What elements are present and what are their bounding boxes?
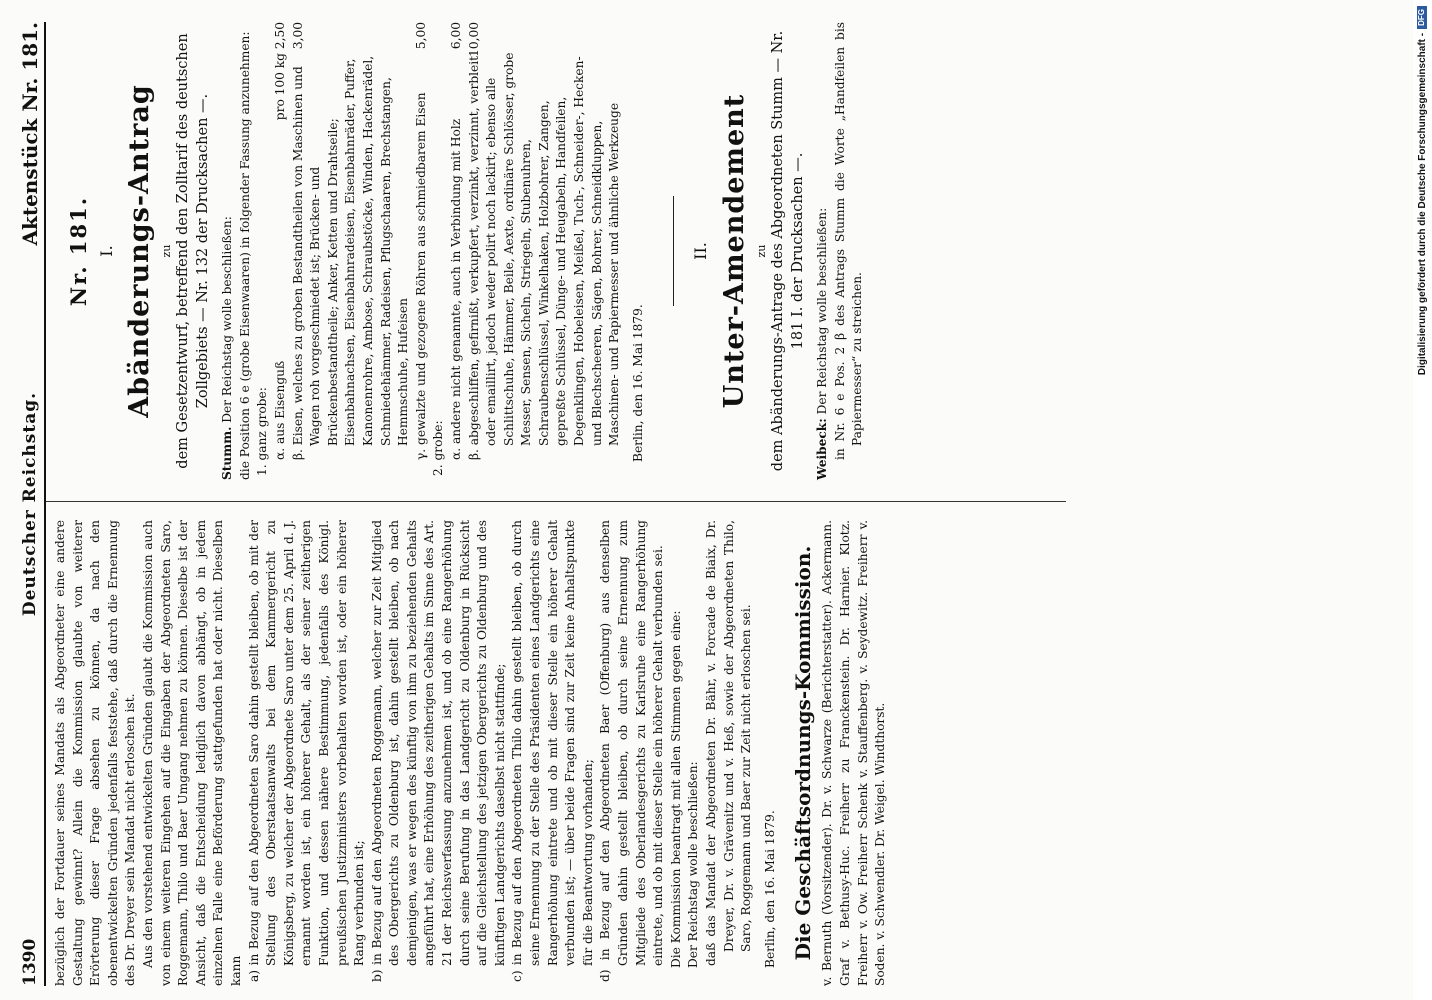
tariff-line-d	[448, 22, 466, 480]
tariff-text: β. abgeschliffen, gefirnißt, verkupfert, verzinkt, verzinnt, verbleit oder emaillirt, jedoch weder polirt noch lackirt; ebenso alle Schlittschuhe, Hämmer, Beile, Aexte, ordinäre Schlösser, grobe Messer, Sensen, Sicheln, Striegeln, Stubenuhren, Schraubenschlüssel, Winkelhaken, Holzbohrer, Zangen, gepreßte Schlüssel, Dünge- und Heugabeln, Handfeilen, Degenklingen, Hobeleisen, Meißel, Tuch-, Schneider-, Hecken- und Blechscheeren, Sägen, Bohrer, Schneidkluppen, Maschinen- und Papiermesser und ähnliche Werkzeuge	[466, 52, 622, 460]
part-one-zu: zu	[160, 244, 174, 258]
item-text: in Bezug auf den Abgeordneten Baer (Offenburg) aus denselben Gründen dahin gestellt bleiben, ob durch seine Ernennung zum Mitgliede des Oberlandesgerichts zu Karlsruhe eine Rangerhöhung eintrete, und ob mit dieser Stelle ein höherer Gehalt verbunden sei.	[598, 519, 666, 966]
list-item-c	[509, 520, 597, 986]
mover-resolve: Der Reichstag wolle beschließen:	[220, 216, 235, 423]
tariff-amount: pro 100 kg 2,50	[272, 22, 287, 121]
tariff-line-c	[413, 22, 431, 480]
tariff-line-e	[466, 22, 624, 480]
item-marker: b)	[369, 969, 384, 982]
section-number: Nr. 181.	[66, 195, 91, 307]
column-divider	[46, 501, 1066, 502]
item-marker: d)	[598, 969, 613, 982]
group-one-label: 1. ganz grobe:	[255, 387, 270, 476]
tariff-line-a	[272, 22, 290, 480]
part-one-intro: die Position 6 e (grobe Eisenwaaren) in folgender Fassung anzunehmen:	[237, 31, 252, 480]
running-head	[8, 22, 46, 986]
credit-text: Digitalisierung gefördert durch die Deutsche Forschungsgemeinschaft -	[1417, 32, 1428, 376]
mover-name: Weibeck:	[815, 418, 830, 480]
list-item-d	[597, 520, 667, 986]
item-text: in Bezug auf den Abgeordneten Saro dahin gestellt bleiben, ob mit der Stellung des Oberstaatsanwalts bei dem Kammergericht zu Königsberg, zu welcher der Abgeordnete Saro unter dem 25. April d. J. ernannt worden ist, ein höherer Gehalt, als der seiner zeitherigen Funktion, und dessen nähere Bestimmung, jedenfalls des Königl. preußischen Justizministers vorbehalten worden ist, oder ein höherer Rang verbunden ist;	[246, 519, 367, 966]
commission-members: v. Bernuth (Vorsitzender). Dr. v. Schwarze (Berichterstatter). Ackermann. Graf v. Bethusy-Huc. Freiherr zu Franckenstein. Dr. Harnier. Klotz. Freiherr v. Ow. Freiherr Schenk v. Stauffenberg. v. Seydewitz. Freiherr v. Soden. v. Schwendler. Dr. Weigel. Windthorst.	[820, 520, 888, 986]
publication-title: Deutscher Reichstag.	[20, 391, 41, 617]
document-number: Aktenstück Nr. 181.	[18, 22, 43, 246]
tariff-text: α. aus Eisenguß	[272, 360, 287, 460]
conclusion-resolve: Der Reichstag wolle beschließen:	[686, 761, 701, 968]
tariff-text: γ. gewalzte und gezogene Röhren aus schmiedbarem Eisen	[413, 92, 428, 460]
tariff-line-b	[290, 22, 413, 480]
conclusion-text: daß das Mandat der Abgeordneten Dr. Bähr, v. Forcade de Biaix, Dr. Dreyer, Dr. v. Grävenitz und v. Heß, sowie der Abgeordneten Thilo, Saro, Roggemann und Baer zur Zeit nicht erloschen sei.	[703, 520, 754, 966]
tariff-text: α. andere nicht genannte, auch in Verbindung mit Holz	[448, 118, 463, 460]
item-text: in Bezug auf den Abgeordneten Thilo dahin gestellt bleiben, ob durch seine Ernennung zu der Stelle des Präsidenten eines Landgerichts eine Rangerhöhung eintrete und ob mit dieser Stelle ein höherer Gehalt verbunden ist; — über beide Fragen sind zur Zeit keine Anhaltspunkte für die Beantwortung vorhanden;	[510, 519, 595, 966]
list-item-a	[246, 520, 369, 986]
conclusion-intro: Die Kommission beantragt mit allen Stimmen gegen eine:	[668, 610, 683, 968]
part-two-mover	[814, 22, 832, 480]
dfg-logo: DFG	[1417, 6, 1427, 29]
part-two-roman: II.	[691, 242, 711, 260]
intro-paragraph-2: Aus den vorstehend entwickelten Gründen glaubt die Kommission auch von einem weiteren Eingehen auf die Eingaben der Abgeordneten Saro, Roggemann, Thilo und Baer Umgang nehmen zu können. Dieselbe ist der Ansicht, daß die Entscheidung lediglich davon abhängt, ob in jedem einzelnen Falle eine Beförderung stattgefunden hat oder nicht. Dieselben kann	[140, 520, 243, 986]
part-two-subject: dem Abänderungs-Antrage des Abgeordneten Stumm — Nr. 181 I. der Drucksachen —.	[770, 30, 807, 472]
tariff-amount: 3,00	[290, 22, 305, 50]
part-two-title: Unter-Amendement	[719, 93, 751, 409]
digitization-credit	[1413, 0, 1432, 1000]
part-one-date: Berlin, den 16. Mai 1879.	[630, 304, 645, 462]
tariff-text: β. Eisen, welches zu groben Bestandtheilen von Maschinen und Wagen roh vorgeschmiedet ist; Brücken- und Brückenbestandtheile; Anker, Ketten und Drahtseile; Eisenbahnachsen, Eisenbahnradeisen, Eisenbahnräder, Puffer, Kanonenrohre, Ambose, Schraubstöcke, Winden, Hackenrädel, Schmiedehämmer, Radeisen, Pflugschaaren, Brechstangen, Hemmschuhe, Hufeisen	[290, 55, 411, 460]
part-two-zu: zu	[755, 244, 769, 258]
item-marker: a)	[246, 969, 261, 982]
tariff-amount: 10,00	[466, 22, 481, 57]
group-two-label: 2. grobe:	[431, 420, 446, 476]
part-one-roman: I.	[96, 245, 116, 257]
tariff-amount: 6,00	[448, 22, 463, 50]
item-marker: c)	[510, 970, 525, 982]
signature-date: Berlin, den 16. Mai 1879.	[762, 810, 777, 968]
item-text: in Bezug auf den Abgeordneten Roggemann, welcher zur Zeit Mitglied des Obergerichts zu Oldenburg ist, dahin gestellt bleiben, ob nach demjenigen, was er wegen des künftig von ihm zu beziehenden Gehalts angeführt hat, eine Erhöhung des zeitherigen Gehalts im Sinne des Art. 21 der Reichsverfassung anzunehmen ist, und ob eine Rangerhöhung durch seine Berufung in das Landgericht zu Oldenburg in Rücksicht auf die Gleichstellung des jetzigen Obergerichts zu Oldenburg und des künftigen Landgerichts daselbst nicht stattfinde;	[369, 520, 507, 966]
part-two-body: in Nr. 6 e Pos. 2 β des Antrags Stumm die Worte „Handfeilen bis Papiermesser“ zu streichen.	[832, 22, 865, 460]
mover-resolve: Der Reichstag wolle beschließen:	[815, 207, 830, 415]
list-item-b	[369, 520, 510, 986]
part-one-subject: dem Gesetzentwurf, betreffend den Zolltarif des deutschen Zollgebiets — Nr. 132 der Drucksachen —.	[175, 33, 212, 469]
left-column	[52, 520, 890, 986]
digitization-sidebar	[1413, 0, 1432, 1000]
page-number: 1390	[20, 938, 41, 986]
part-one-title: Abänderungs-Antrag	[124, 84, 156, 418]
intro-paragraph-1: bezüglich der Fortdauer seines Mandats als Abgeordneter eine andere Gestaltung gewinnt? Allein die Kommission glaubte von weiterer Erörterung dieser Frage absehen zu können, da nach den obenentwickelten Gründen jedenfalls feststehe, daß durch die Ernennung des Dr. Dreyer sein Mandat nicht erloschen ist.	[53, 520, 138, 986]
right-column	[52, 22, 867, 480]
part-one-mover	[219, 22, 237, 480]
section-divider	[673, 196, 674, 306]
commission-heading: Die Geschäftsordnungs-Kommission.	[791, 545, 816, 961]
mover-name: Stumm.	[220, 426, 235, 480]
tariff-amount: 5,00	[413, 22, 428, 50]
